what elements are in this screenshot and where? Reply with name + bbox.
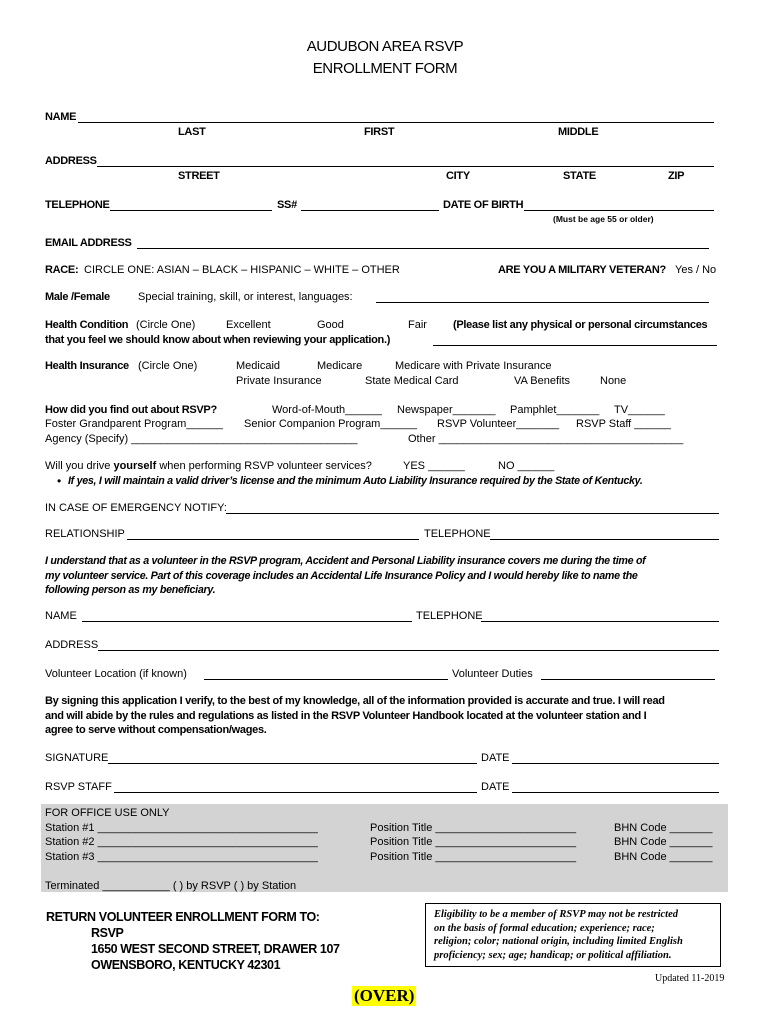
signature-field[interactable] xyxy=(108,763,477,764)
insurance-medicare-private-option[interactable]: Medicare with Private Insurance xyxy=(395,360,552,372)
dob-field[interactable] xyxy=(524,210,714,211)
beneficiary-statement-2: my volunteer service. Part of this coverage includes an Accidental Life Insurance Policy and I would hereby like to name the xyxy=(45,570,638,582)
drive-question-bold: yourself xyxy=(113,460,157,472)
race-label: RACE: xyxy=(45,264,79,276)
name-first-label: FIRST xyxy=(364,126,395,138)
drive-yes[interactable]: YES ______ xyxy=(403,460,465,472)
drive-requirement: If yes, I will maintain a valid driver’s license and the minimum Auto Liability Insurance required by the State of Kentucky. xyxy=(68,475,643,487)
veteran-options[interactable]: Yes / No xyxy=(675,264,717,276)
drive-question-post: when performing RSVP volunteer services? xyxy=(156,460,372,472)
beneficiary-statement-3: following person as my beneficiary. xyxy=(45,584,216,596)
health-condition-circle: (Circle One) xyxy=(136,319,196,331)
drive-bullet: • xyxy=(57,474,62,488)
health-insurance-circle: (Circle One) xyxy=(138,360,198,372)
health-circumstances-field[interactable] xyxy=(433,345,717,346)
return-org: RSVP xyxy=(91,926,124,940)
office-station-3[interactable]: Station #3 ____________________________________ xyxy=(45,851,318,863)
drive-question xyxy=(45,460,372,472)
race-options[interactable]: CIRCLE ONE: ASIAN – BLACK – HISPANIC – WHITE – OTHER xyxy=(84,264,400,276)
emergency-telephone-label: TELEPHONE xyxy=(424,528,491,540)
insurance-medicaid-option[interactable]: Medicaid xyxy=(236,360,281,372)
referral-pamphlet[interactable]: Pamphlet_______ xyxy=(510,404,600,416)
dob-label: DATE OF BIRTH xyxy=(443,199,524,211)
health-good-option[interactable]: Good xyxy=(317,319,344,331)
name-field[interactable] xyxy=(78,122,714,123)
beneficiary-name-field[interactable] xyxy=(82,621,412,622)
office-station-1[interactable]: Station #1 ____________________________________ xyxy=(45,822,318,834)
emergency-relationship-label: RELATIONSHIP xyxy=(45,528,125,540)
referral-senior[interactable]: Senior Companion Program______ xyxy=(244,418,418,430)
rsvp-staff-date-field[interactable] xyxy=(512,792,719,793)
training-label: Special training, skill, or interest, languages: xyxy=(138,291,353,303)
referral-question: How did you find out about RSVP? xyxy=(45,404,217,416)
insurance-none-option[interactable]: None xyxy=(600,375,627,387)
referral-rsvp-volunteer[interactable]: RSVP Volunteer_______ xyxy=(437,418,560,430)
gender-options[interactable]: Male /Female xyxy=(45,291,110,303)
name-label: NAME xyxy=(45,111,77,123)
referral-tv[interactable]: TV______ xyxy=(614,404,665,416)
beneficiary-name-label: NAME xyxy=(45,610,77,622)
beneficiary-telephone-field[interactable] xyxy=(481,621,719,622)
return-heading: RETURN VOLUNTEER ENROLLMENT FORM TO: xyxy=(46,910,320,924)
form-title: AUDUBON AREA RSVP xyxy=(306,38,464,55)
referral-word-of-mouth[interactable]: Word-of-Mouth______ xyxy=(272,404,382,416)
volunteer-location-field[interactable] xyxy=(204,679,448,680)
emergency-notify-label: IN CASE OF EMERGENCY NOTIFY: xyxy=(45,502,227,514)
office-bhn-2[interactable]: BHN Code _______ xyxy=(614,836,713,848)
signature-label: SIGNATURE xyxy=(45,752,109,764)
email-field[interactable] xyxy=(137,248,709,249)
address-state-label: STATE xyxy=(563,170,596,182)
eligibility-line-2: on the basis of formal education; experience; race; xyxy=(434,922,655,934)
referral-agency[interactable]: Agency (Specify) _____________________________________ xyxy=(45,433,358,445)
insurance-state-option[interactable]: State Medical Card xyxy=(365,375,459,387)
telephone-label: TELEPHONE xyxy=(45,199,110,211)
beneficiary-statement-1: I understand that as a volunteer in the RSVP program, Accident and Personal Liability insurance covers me during the time of xyxy=(45,555,646,567)
volunteer-duties-field[interactable] xyxy=(541,679,715,680)
name-middle-label: MIDDLE xyxy=(558,126,599,138)
referral-rsvp-staff[interactable]: RSVP Staff ______ xyxy=(576,418,671,430)
emergency-telephone-field[interactable] xyxy=(490,539,719,540)
referral-foster[interactable]: Foster Grandparent Program______ xyxy=(45,418,223,430)
rsvp-staff-label: RSVP STAFF xyxy=(45,781,112,793)
insurance-medicare-option[interactable]: Medicare xyxy=(317,360,363,372)
office-station-2[interactable]: Station #2 ____________________________________ xyxy=(45,836,318,848)
address-street-label: STREET xyxy=(178,170,220,182)
emergency-notify-field[interactable] xyxy=(226,513,719,514)
health-excellent-option[interactable]: Excellent xyxy=(226,319,271,331)
office-position-1[interactable]: Position Title _______________________ xyxy=(370,822,577,834)
eligibility-line-4: proficiency; sex; age; handicap; or political affiliation. xyxy=(434,949,672,961)
over-indicator: (OVER) xyxy=(354,986,415,1005)
training-field[interactable] xyxy=(376,302,709,303)
rsvp-staff-field[interactable] xyxy=(114,792,477,793)
beneficiary-address-label: ADDRESS xyxy=(45,639,99,651)
ssn-field[interactable] xyxy=(301,210,439,211)
health-fair-option[interactable]: Fair xyxy=(408,319,427,331)
office-position-3[interactable]: Position Title _______________________ xyxy=(370,851,577,863)
office-use-heading: FOR OFFICE USE ONLY xyxy=(45,807,170,819)
form-subtitle: ENROLLMENT FORM xyxy=(312,60,458,77)
eligibility-line-3: religion; color; national origin, including limited English xyxy=(434,936,683,947)
agreement-line-1: By signing this application I verify, to the best of my knowledge, all of the information provided is accurate and true. I will read xyxy=(45,695,665,707)
agreement-line-2: and will abide by the rules and regulations as listed in the RSVP Volunteer Handbook located at the volunteer station and I xyxy=(45,710,647,722)
return-street: 1650 WEST SECOND STREET, DRAWER 107 xyxy=(91,942,340,956)
volunteer-duties-label: Volunteer Duties xyxy=(452,668,533,680)
address-zip-label: ZIP xyxy=(668,170,685,182)
referral-newspaper[interactable]: Newspaper_______ xyxy=(397,404,496,416)
veteran-question: ARE YOU A MILITARY VETERAN? xyxy=(498,264,666,276)
health-condition-label: Health Condition xyxy=(45,319,129,331)
dob-age-note: (Must be age 55 or older) xyxy=(553,214,654,224)
return-city: OWENSBORO, KENTUCKY 42301 xyxy=(91,958,281,972)
agreement-line-3: agree to serve without compensation/wages. xyxy=(45,724,267,736)
address-field[interactable] xyxy=(97,166,714,167)
volunteer-location-label: Volunteer Location (if known) xyxy=(45,668,187,680)
insurance-private-option[interactable]: Private Insurance xyxy=(236,375,322,387)
telephone-field[interactable] xyxy=(110,210,272,211)
email-label: EMAIL ADDRESS xyxy=(45,237,132,249)
address-label: ADDRESS xyxy=(45,155,97,167)
eligibility-notice xyxy=(425,903,721,967)
office-bhn-1[interactable]: BHN Code _______ xyxy=(614,822,713,834)
beneficiary-telephone-label: TELEPHONE xyxy=(416,610,483,622)
health-instruction: (Please list any physical or personal circumstances xyxy=(453,319,708,331)
drive-question-pre: Will you drive xyxy=(45,460,114,472)
drive-no[interactable]: NO ______ xyxy=(498,460,555,472)
ssn-label: SS# xyxy=(277,199,297,211)
health-instruction-continued: that you feel we should know about when reviewing your application.) xyxy=(45,334,391,346)
signature-date-field[interactable] xyxy=(512,763,719,764)
eligibility-line-1: Eligibility to be a member of RSVP may not be restricted xyxy=(434,909,679,920)
health-insurance-label: Health Insurance xyxy=(45,360,129,372)
office-bhn-3[interactable]: BHN Code _______ xyxy=(614,851,713,863)
beneficiary-address-field[interactable] xyxy=(98,650,719,651)
signature-date-label: DATE xyxy=(481,752,510,764)
office-position-2[interactable]: Position Title _______________________ xyxy=(370,836,577,848)
emergency-relationship-field[interactable] xyxy=(127,539,419,540)
rsvp-staff-date-label: DATE xyxy=(481,781,510,793)
insurance-va-option[interactable]: VA Benefits xyxy=(514,375,571,387)
name-last-label: LAST xyxy=(178,126,206,138)
updated-date: Updated 11-2019 xyxy=(655,973,725,984)
referral-other[interactable]: Other ________________________________________ xyxy=(408,433,684,445)
office-terminated[interactable]: Terminated ___________ ( ) by RSVP ( ) by Station xyxy=(45,880,297,892)
address-city-label: CITY xyxy=(446,170,470,182)
